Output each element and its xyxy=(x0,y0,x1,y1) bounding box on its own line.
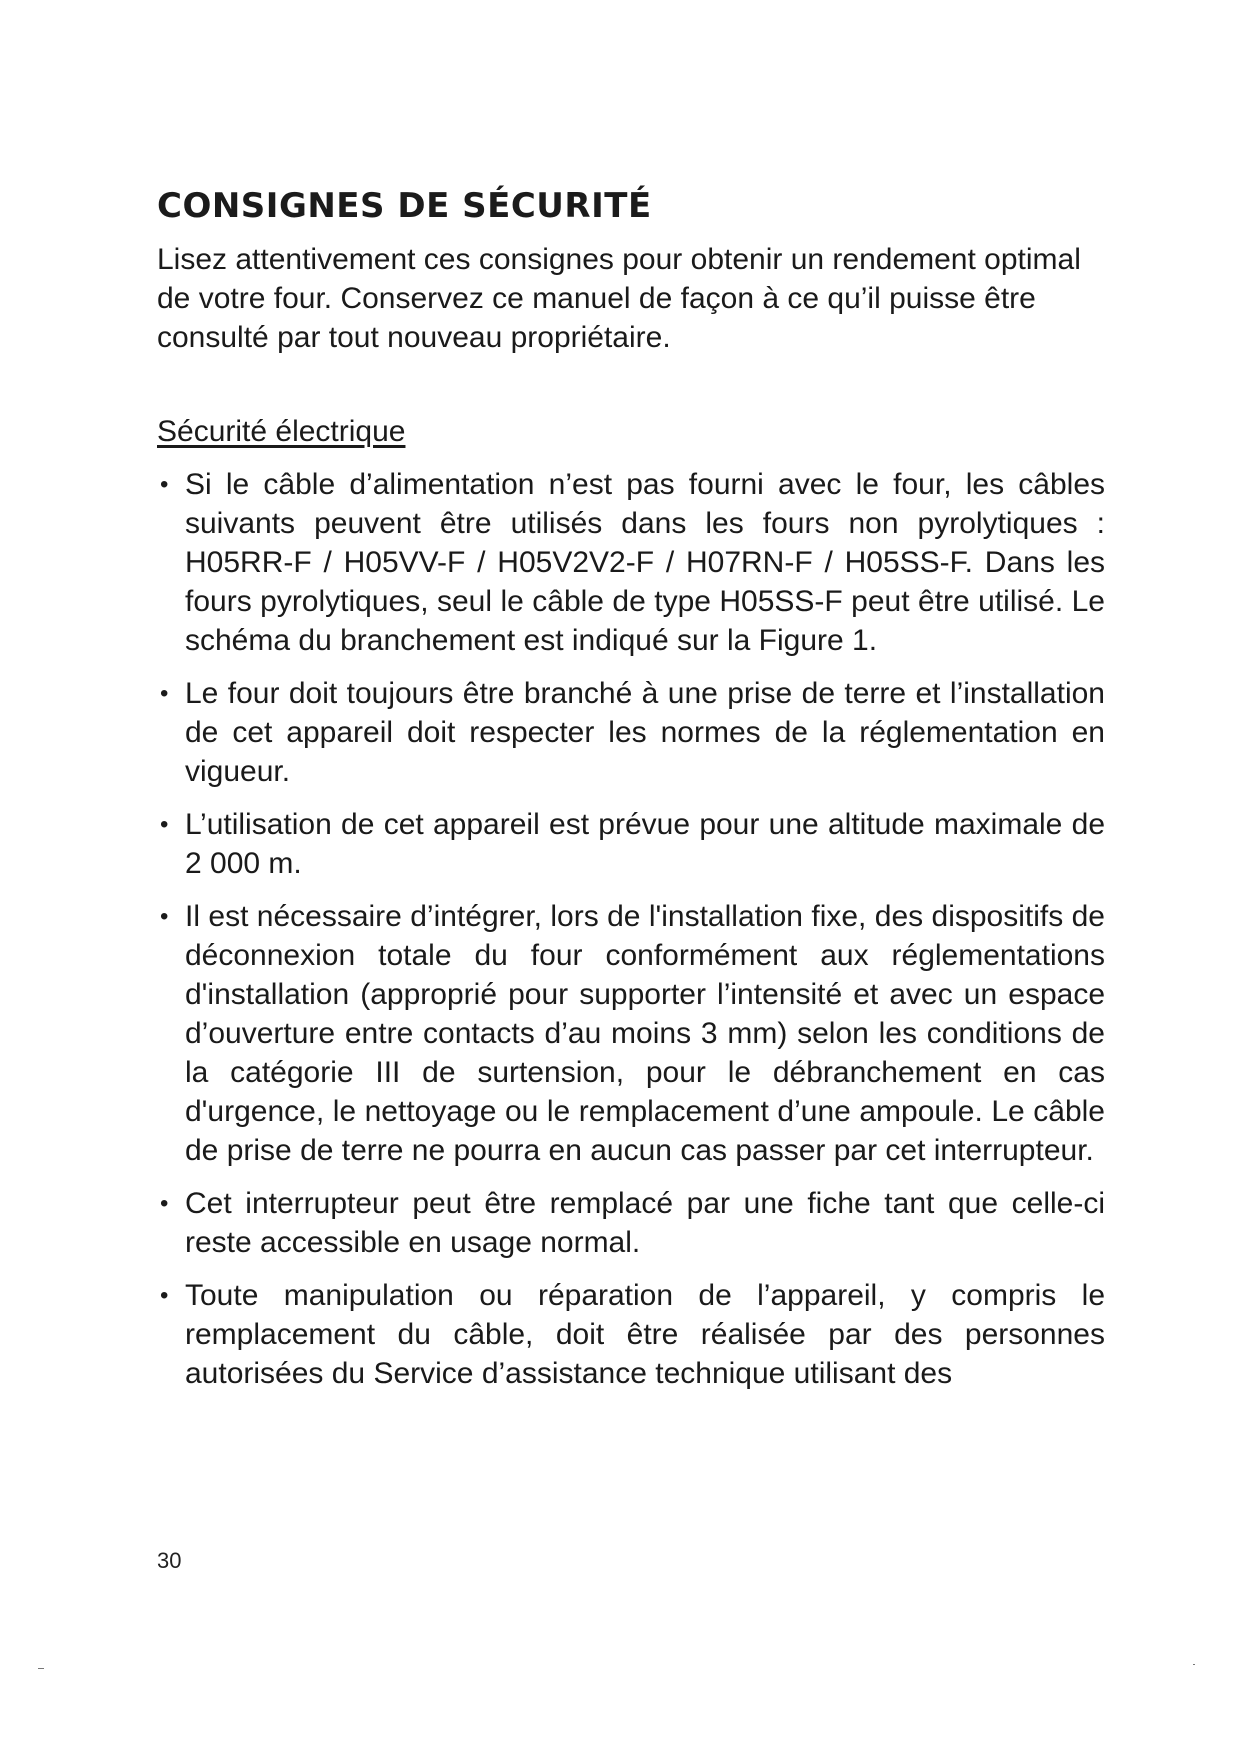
bullet-icon: • xyxy=(160,471,169,498)
bullet-icon: • xyxy=(160,1282,169,1309)
bullet-icon: • xyxy=(160,903,169,930)
section-heading: Sécurité électrique xyxy=(157,415,406,448)
list-item xyxy=(157,465,1105,660)
list-item xyxy=(157,674,1105,791)
list-item xyxy=(157,1184,1105,1262)
bullet-icon: • xyxy=(160,1190,169,1217)
list-item xyxy=(157,897,1105,1170)
bullet-icon: • xyxy=(160,811,169,838)
list-item xyxy=(157,805,1105,883)
page-number: 30 xyxy=(157,1548,182,1573)
list-item-text: Cet interrupteur peut être remplacé par une fiche tant que celle-ci reste accessible en usage normal. xyxy=(185,1187,1105,1259)
page-content xyxy=(157,186,1105,1407)
crop-mark-left xyxy=(38,1668,44,1669)
bullet-icon: • xyxy=(160,680,169,707)
intro-paragraph: Lisez attentivement ces consignes pour obtenir un rendement optimal de votre four. Conservez ce manuel de façon à ce qu’il puisse être consulté par tout nouveau propriétaire. xyxy=(157,243,1081,354)
list-item xyxy=(157,1276,1105,1393)
page-title: CONSIGNES DE SÉCURITÉ xyxy=(157,186,652,226)
list-item-text: Il est nécessaire d’intégrer, lors de l'installation fixe, des dispositifs de déconnexion totale du four conformément aux réglementations d'installation (approprié pour supporter l’intensité et avec un espace d’ouverture entre contacts d’au moins 3 mm) selon les conditions de la catégorie III de surtension, pour le débranchement en cas d'urgence, le nettoyage ou le remplacement d’une ampoule. Le câble de prise de terre ne pourra en aucun cas passer par cet interrupteur. xyxy=(185,900,1105,1167)
list-item-text: Toute manipulation ou réparation de l’appareil, y compris le remplacement du câble, doit être réalisée par des personnes autorisées du Service d’assistance technique utilisant des xyxy=(185,1279,1105,1390)
list-item-text: L’utilisation de cet appareil est prévue pour une altitude maximale de 2 000 m. xyxy=(185,808,1105,880)
list-item-text: Le four doit toujours être branché à une prise de terre et l’installation de cet appareil doit respecter les normes de la réglementation en vigueur. xyxy=(185,677,1105,788)
list-item-text: Si le câble d’alimentation n’est pas fourni avec le four, les câbles suivants peuvent être utilisés dans les fours non pyrolytiques : H05RR-F / H05VV-F / H05V2V2-F / H07RN-F / H05SS-F. Dans les fours pyrolytiques, seul le câble de type H05SS-F peut être utilisé. Le schéma du branchement est indiqué sur la Figure 1. xyxy=(185,468,1105,657)
crop-mark-right xyxy=(1193,1664,1195,1665)
safety-list xyxy=(157,465,1105,1393)
